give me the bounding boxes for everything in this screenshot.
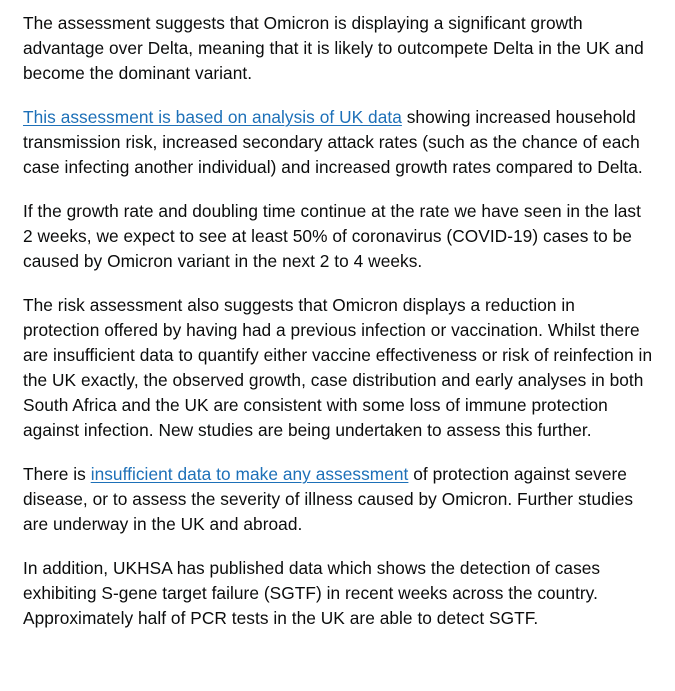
uk-data-analysis-link[interactable]: This assessment is based on analysis of UK data <box>23 107 402 127</box>
paragraph-severe-disease <box>23 462 655 537</box>
uk-data-analysis-text: showing increased household transmission risk, increased secondary attack rates (such as the chance of each case infecting another individual) and increased growth rates compared to Delta. <box>23 107 643 177</box>
severe-disease-lead-text: There is <box>23 464 91 484</box>
insufficient-data-link[interactable]: insufficient data to make any assessment <box>90 464 409 484</box>
paragraph-uk-data-analysis <box>23 105 655 180</box>
paragraph-risk-assessment: The risk assessment also suggests that Omicron displays a reduction in protection offered by having had a previous infection or vaccination. Whilst there are insufficient data to quantify either vaccine effectiveness or risk of reinfection in the UK exactly, the observed growth, case distribution and early analyses in both South Africa and the UK are consistent with some loss of immune protection against infection. New studies are being undertaken to assess this further. <box>23 295 653 440</box>
severe-disease-text: of protection against severe disease, or to assess the severity of illness caused by Omicron. Further studies are underway in the UK and abroad. <box>23 464 634 534</box>
paragraph-sgtf: In addition, UKHSA has published data which shows the detection of cases exhibiting S-gene target failure (SGTF) in recent weeks across the country. Approximately half of PCR tests in the UK are able to detect SGTF. <box>23 558 601 628</box>
paragraph-doubling-time: If the growth rate and doubling time continue at the rate we have seen in the last 2 weeks, we expect to see at least 50% of coronavirus (COVID-19) cases to be caused by Omicron variant in the next 2 to 4 weeks. <box>23 201 641 271</box>
paragraph-growth-advantage: The assessment suggests that Omicron is displaying a significant growth advantage over Delta, meaning that it is likely to outcompete Delta in the UK and become the dominant variant. <box>23 13 644 83</box>
